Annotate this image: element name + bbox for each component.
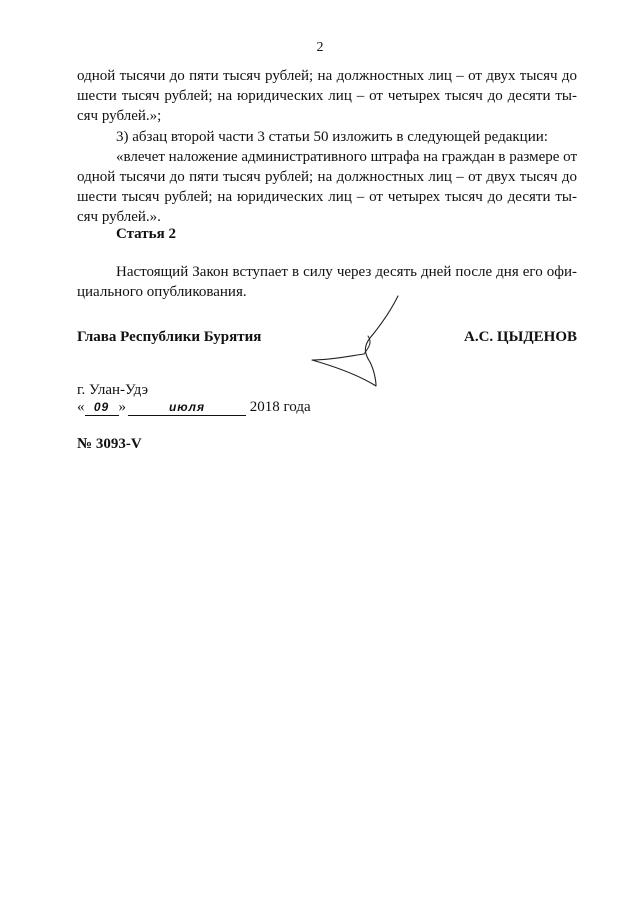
paragraph-line: сяч рублей.»; (77, 108, 162, 125)
article-heading: Статья 2 (116, 226, 176, 242)
quote-line: одной тысячи до пяти тысяч рублей; на должностных лиц – от двух тысяч до (77, 169, 577, 186)
article-line: Настоящий Закон вступает в силу через десять дней после дня его офи- (116, 264, 577, 280)
quote-line: «влечет наложение административного штрафа на граждан в размере от (116, 148, 577, 165)
paragraph-line: одной тысячи до пяти тысяч рублей; на должностных лиц – от двух тысяч до (77, 68, 577, 84)
body-text (77, 66, 577, 228)
place: г. Улан-Удэ (77, 382, 149, 398)
date-year: 2018 года (249, 399, 311, 415)
article-line: циального опубликования. (77, 284, 247, 301)
paragraph-line: шести тысяч рублей; на юридических лиц – от четырех тысяч до десяти ты- (77, 88, 577, 105)
signatory-name: А.С. ЦЫДЕНОВ (464, 329, 577, 345)
page-number: 2 (316, 40, 324, 55)
quote-line: шести тысяч рублей; на юридических лиц – от четырех тысяч до десяти ты- (77, 189, 577, 206)
handwritten-signature (300, 290, 410, 390)
document-number: № 3093-V (77, 436, 142, 452)
date-day: 09 (85, 400, 119, 416)
quote-line: сяч рублей.». (77, 209, 161, 226)
signatory-position: Глава Республики Бурятия (77, 329, 262, 345)
item-3-line: 3) абзац второй части 3 статьи 50 изложить в следующей редакции: (116, 128, 548, 145)
date-close-quote: » (118, 399, 126, 415)
date-month: июля (128, 400, 246, 416)
date-open-quote: « (77, 399, 85, 415)
date-line (77, 399, 311, 416)
